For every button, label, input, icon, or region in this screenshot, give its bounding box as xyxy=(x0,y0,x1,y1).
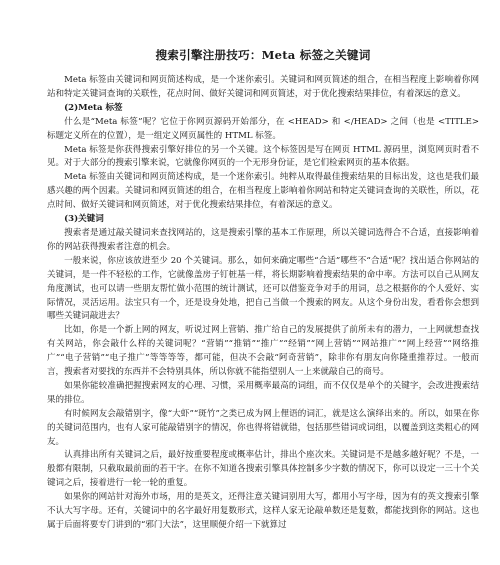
paragraph-meta-importance: Meta 标签是你获得搜索引擎好排位的另一个关键。这个标签因是写在网页 HTML 源码里，浏览网页时看不见。对于大部分的搜索引擎来说，它就像你网页的一个无形身份证，是它们检索网页的基本依据。 xyxy=(47,144,479,169)
paragraph-keywords-principle: 搜索者是通过敲关键词来查找网站的，这是搜索引擎的基本工作原理，所以关键词选得合不合适，直接影响着你的网站获得搜索者注意的机会。 xyxy=(47,227,479,252)
section-heading-keywords: (3)关键词 xyxy=(64,214,104,225)
paragraph-intro: Meta 标签由关键词和网页简述构成，是一个迷你索引。关键词和网页简述的组合，在相当程度上影响着你网站和特定关键词查询的关联性，花点时间、做好关键词和网页简述，对于优化搜索结果排位，有着深远的意义。 xyxy=(47,75,479,99)
paragraph-keywords-example: 比如，你是一个新上网的网友，听说过网上营销、推广给自己的发展提供了前所未有的潜力，一上网就想查找有关网站，你会敲什么样的关键词呢？“营销”“推销”“推广”“经销”“网上营销”“网站推广”“网上经营”“网络推广”“电子营销”“电子推广”等等等等，都可能，但决不会敲“阿奇营销”，除非你有朋友向你隆重推荐过。一般而言，搜索者对要找的东西并不会特别具体，所以你就不能指望别人一上来就敲自己的商号。 xyxy=(47,325,479,378)
paragraph-meta-composition: Meta 标签由关键词和网页简述构成，是一个迷你索引。纯粹从取得最佳搜索结果的目标出发，这也是我们最感兴趣的两个因素。关键词和网页简述的组合，在相当程度上影响着你网站和特定关键词查询的关联性，所以，花点时间、做好关键词和网页简述，对于优化搜索结果排位，有着深远的意义。 xyxy=(47,172,479,211)
section-heading-meta: (2)Meta 标签 xyxy=(64,102,123,113)
paragraph-keywords-typos: 有时候网友会敲错别字，像“大虾”“斑竹”之类已成为网上俚语的词汇，就是这么演绎出来的。所以，如果在你的关键词范围内，也有人家可能敲错别字的情况，你也得将错就错，包括那些错词或词组，以覆盖到这类粗心的网友。 xyxy=(47,408,479,447)
paragraph-keywords-count: 一般来说，你应该放进至少 20 个关键词。那么，如何来确定哪些“合适”哪些不“合适”呢？找出适合你网站的关键词，是一件不轻松的工作，它就像盖房子钉桩基一样，将长期影响着搜索结果的命中率。方法可以自己从网友角度测试，也可以请一些朋友帮忙做小范围的统计测试，还可以借鉴竞争对手的用词，总之根据你的个人爱好、实际情况，灵活运用。法宝只有一个，还是设身处地，把自己当做一个搜索的网友。从这个身份出发，看看你会想到哪些关键词敲进去？ xyxy=(47,255,479,322)
document-title: 搜索引擎注册技巧：Meta 标签之关键词 xyxy=(155,48,371,62)
paragraph-meta-definition: 什么是“Meta 标签”呢？它位于你网页源码开始部分，在 <HEAD> 和 </HEAD> 之间（也是 <TITLE> 标题定义所在的位置），是一组定义网页属性的 HTML 标签。 xyxy=(47,116,479,141)
paragraph-keywords-psychology: 如果你能较准确把握搜索网友的心理、习惯，采用概率最高的词组，而不仅仅是单个的关键字，会改进搜索结果的排位。 xyxy=(47,380,479,405)
paragraph-keywords-english: 如果你的网站针对海外市场，用的是英文，还得注意关键词别用大写，都用小写字母，因为有的英文搜索引擎不认大写字母。还有，关键词中的名字最好用复数形式，这样人家无论敲单数还是复数，都能找到你的网站。这也属于后面将要专门讲到的“邪门大法”，这里顺便介绍一下就算过 xyxy=(47,492,479,530)
paragraph-keywords-ranking: 认真排出所有关键词之后，最好按重要程度或概率估计，排出个座次来。关键词是不是越多越好呢？不是，一般都有限制，只截取最前面的若干字。在你不知道各搜索引擎具体控制多少字数的情况下，你可以设定一三十个关键词之后，接着进行一轮一轮的重复。 xyxy=(47,450,479,489)
document-body xyxy=(47,74,479,533)
